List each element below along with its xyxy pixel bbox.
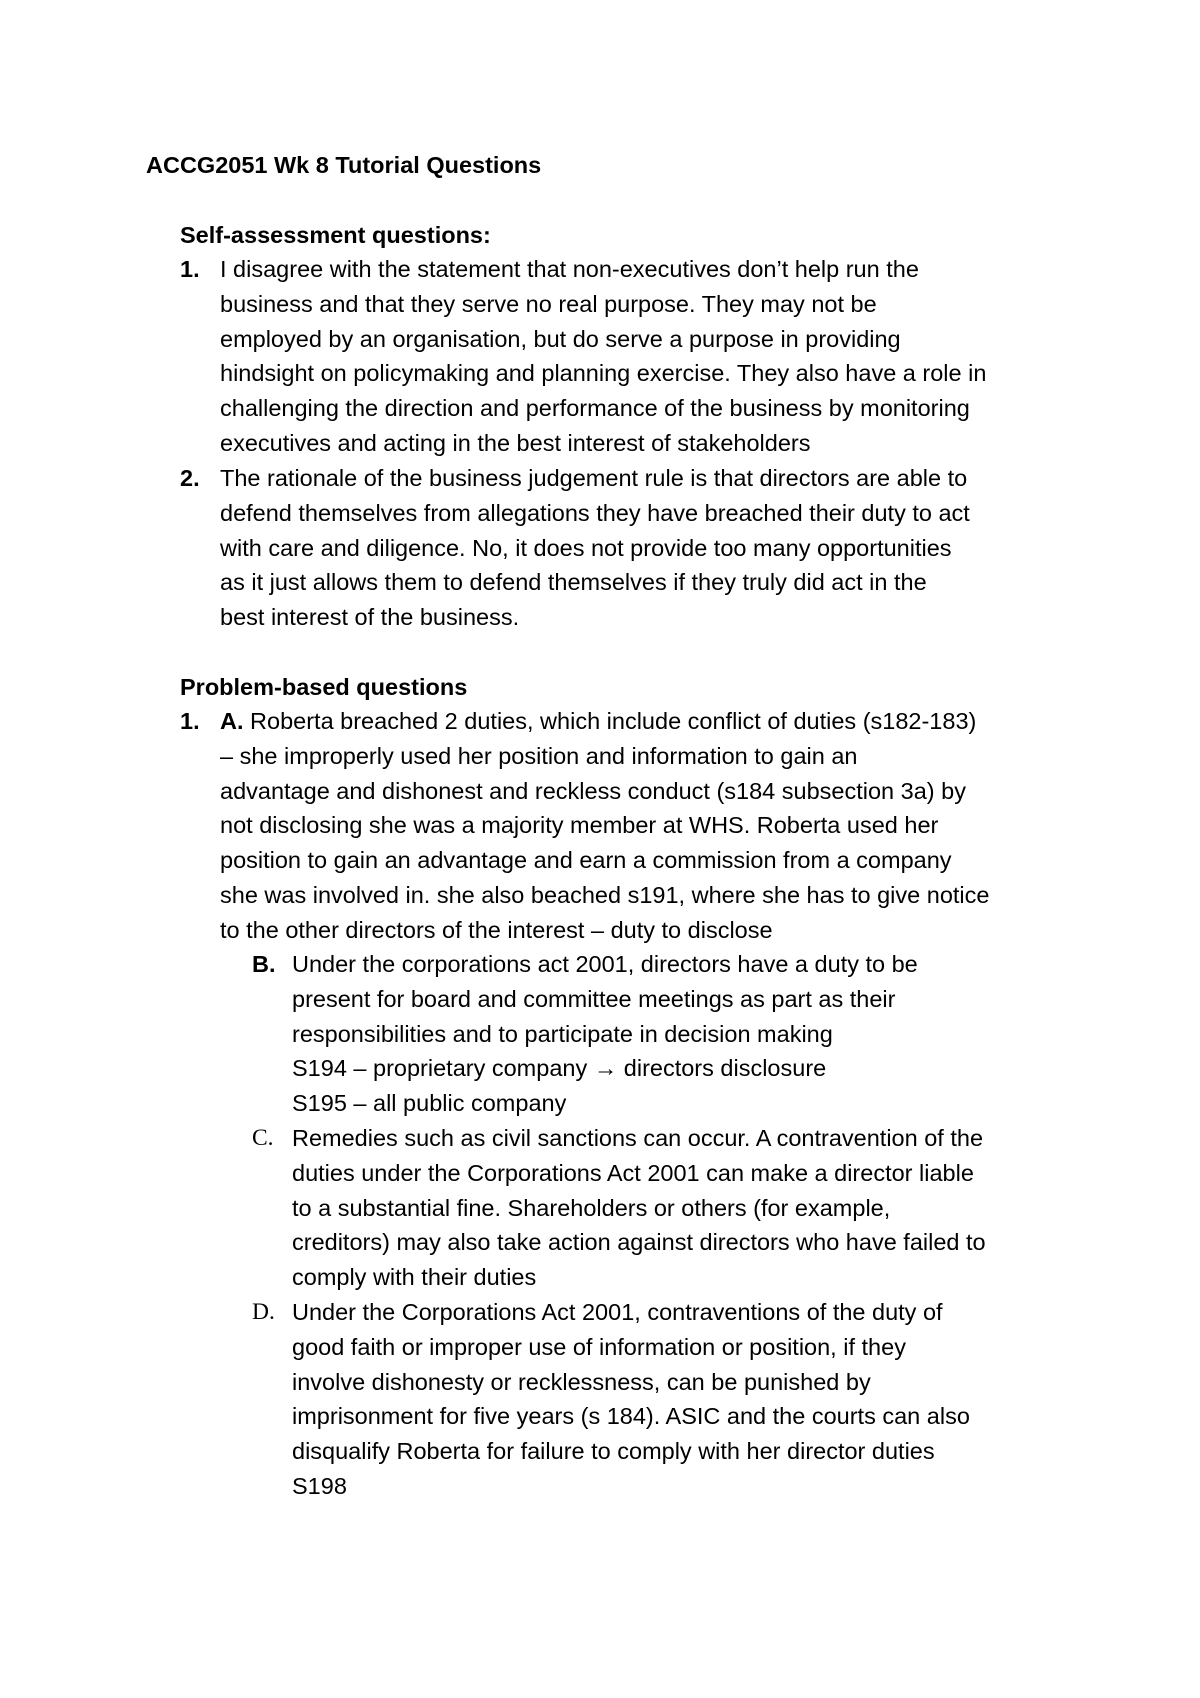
text-line: Under the corporations act 2001, directors have a duty to be — [292, 951, 918, 977]
item-text — [220, 704, 1070, 948]
text-line: involve dishonesty or recklessness, can be punished by — [292, 1368, 871, 1395]
text-line: to the other directors of the interest – duty to disclose — [220, 916, 773, 943]
sub-item-text — [292, 1295, 1072, 1504]
item-text — [220, 252, 1070, 461]
text-span: Roberta breached 2 duties, which include conflict of duties (s182-183) — [250, 708, 977, 734]
sub-letter: D. — [252, 1299, 275, 1325]
text-line: executives and acting in the best interest of stakeholders — [220, 429, 811, 456]
problem-based-heading: Problem-based questions — [180, 674, 468, 700]
text-line: challenging the direction and performance of the business by monitoring — [220, 395, 970, 422]
text-line: business and that they serve no real purpose. They may not be — [220, 290, 877, 317]
text-line: disqualify Roberta for failure to comply with her director duties — [292, 1438, 935, 1465]
sub-item-text — [292, 1121, 1072, 1295]
self-assessment-item-1 — [180, 252, 1070, 461]
text-line: to a substantial fine. Shareholders or others (for example, — [292, 1194, 891, 1221]
sub-letter-a: A. — [220, 708, 244, 734]
text-line: position to gain an advantage and earn a commission from a company — [220, 847, 952, 874]
sub-letter: B. — [252, 951, 276, 977]
text-line: as it just allows them to defend themselves if they truly did act in the — [220, 569, 927, 596]
sub-item-d — [252, 1295, 1072, 1504]
text-line: with care and diligence. No, it does not provide too many opportunities — [220, 534, 952, 561]
text-line: responsibilities and to participate in decision making — [292, 1020, 833, 1047]
text-line: defend themselves from allegations they have breached their duty to act — [220, 499, 970, 526]
text-line: Under the Corporations Act 2001, contraventions of the duty of — [292, 1299, 943, 1325]
sub-item-c — [252, 1121, 1072, 1295]
text-line: good faith or improper use of information or position, if they — [292, 1333, 906, 1360]
text-line: S198 — [292, 1472, 347, 1499]
item-number: 1. — [180, 256, 200, 282]
text-line: advantage and dishonest and reckless conduct (s184 subsection 3a) by — [220, 777, 966, 804]
item-number: 2. — [180, 465, 200, 491]
text-line: best interest of the business. — [220, 604, 520, 631]
document-title: ACCG2051 Wk 8 Tutorial Questions — [146, 152, 542, 178]
text-line: she was involved in. she also beached s191, where she has to give notice — [220, 881, 990, 908]
text-line: Remedies such as civil sanctions can occur. A contravention of the — [292, 1125, 984, 1151]
text-line: employed by an organisation, but do serve a purpose in providing — [220, 325, 901, 352]
text-line — [220, 704, 1070, 739]
text-line: S195 – all public company — [292, 1090, 567, 1117]
text-line: duties under the Corporations Act 2001 can make a director liable — [292, 1159, 974, 1186]
text-line: imprisonment for five years (s 184). ASIC and the courts can also — [292, 1403, 970, 1430]
text-line: present for board and committee meetings as part as their — [292, 985, 896, 1012]
text-line: hindsight on policymaking and planning exercise. They also have a role in — [220, 360, 987, 387]
text-line: creditors) may also take action against directors who have failed to — [292, 1229, 986, 1256]
text-line: – she improperly used her position and information to gain an — [220, 742, 858, 769]
sub-item-b — [252, 947, 1072, 1121]
text-line: not disclosing she was a majority member at WHS. Roberta used her — [220, 812, 939, 839]
problem-item-1 — [180, 704, 1070, 948]
item-text — [220, 461, 1070, 635]
text-line: comply with their duties — [292, 1264, 537, 1291]
self-assessment-heading: Self-assessment questions: — [180, 222, 491, 248]
text-line: The rationale of the business judgement rule is that directors are able to — [220, 465, 968, 491]
text-line: I disagree with the statement that non-executives don’t help run the — [220, 256, 919, 282]
item-number: 1. — [180, 708, 200, 734]
text-line: S194 – proprietary company → directors disclosure — [292, 1055, 827, 1082]
self-assessment-item-2 — [180, 461, 1070, 635]
sub-item-text — [292, 947, 1072, 1121]
sub-letter: C. — [252, 1125, 274, 1151]
